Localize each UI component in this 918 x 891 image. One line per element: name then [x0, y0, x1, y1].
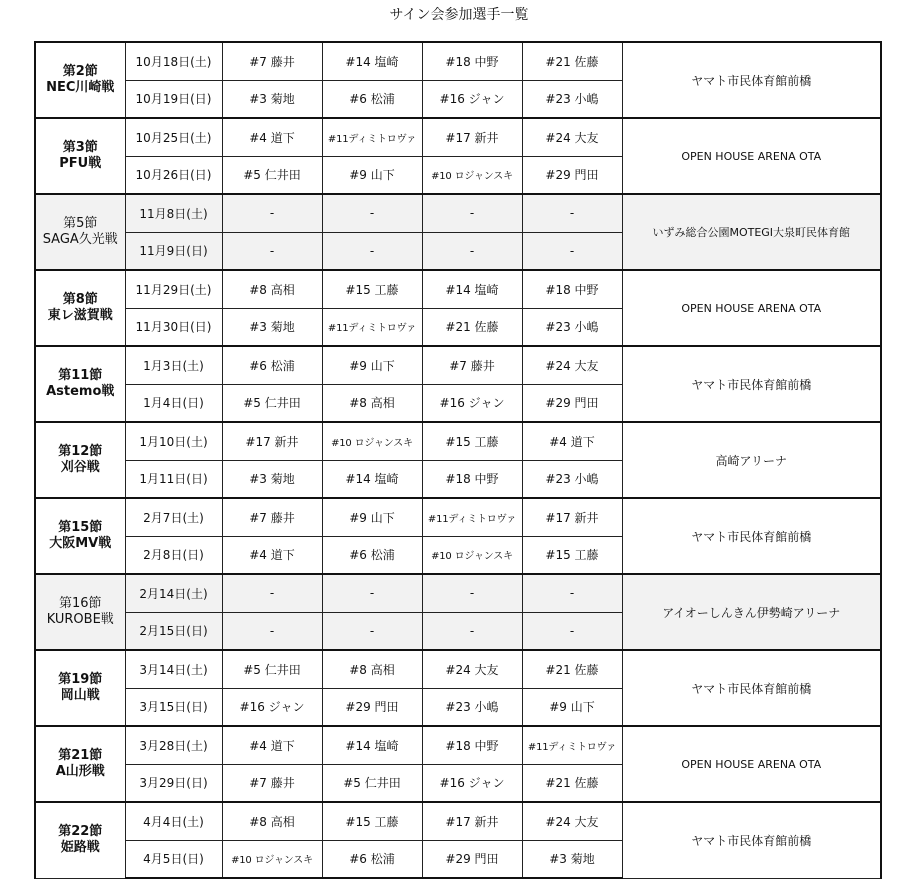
player-cell: #9 山下 — [322, 498, 422, 536]
player-cell: #6 松浦 — [322, 80, 422, 118]
player-cell: #23 小嶋 — [522, 80, 622, 118]
round-block — [35, 650, 881, 726]
date-cell: 10月26日(日) — [125, 156, 222, 194]
player-cell: - — [422, 194, 522, 232]
venue-cell: ヤマト市民体育館前橋 — [622, 42, 881, 118]
player-cell: #11ディミトロヴァ — [322, 118, 422, 156]
player-cell: #6 松浦 — [222, 346, 322, 384]
player-cell: #7 藤井 — [222, 764, 322, 802]
table-row — [35, 194, 881, 232]
player-cell: #17 新井 — [222, 422, 322, 460]
player-cell: #15 工藤 — [422, 422, 522, 460]
opponent-label: Astemo戦 — [46, 384, 115, 399]
player-cell: #18 中野 — [422, 42, 522, 80]
player-cell: #4 道下 — [222, 536, 322, 574]
opponent-label: 東レ滋賀戦 — [47, 308, 113, 323]
opponent-label: 刈谷戦 — [60, 460, 100, 475]
venue-cell: OPEN HOUSE ARENA OTA — [622, 726, 881, 802]
match-cell — [35, 498, 125, 574]
player-cell: - — [322, 574, 422, 612]
table-row — [35, 650, 881, 688]
round-block — [35, 346, 881, 422]
player-cell: - — [522, 194, 622, 232]
date-cell: 11月8日(土) — [125, 194, 222, 232]
player-cell: #11ディミトロヴァ — [322, 308, 422, 346]
player-cell: - — [222, 232, 322, 270]
match-cell — [35, 270, 125, 346]
date-cell: 2月8日(日) — [125, 536, 222, 574]
table-row — [35, 498, 881, 536]
player-cell: #16 ジャン — [422, 764, 522, 802]
player-cell: #5 仁井田 — [322, 764, 422, 802]
round-block — [35, 42, 881, 118]
player-cell: #21 佐藤 — [522, 764, 622, 802]
date-cell: 3月15日(日) — [125, 688, 222, 726]
date-cell: 4月5日(日) — [125, 840, 222, 878]
player-cell: #3 菊地 — [222, 460, 322, 498]
venue-cell: ヤマト市民体育館前橋 — [622, 346, 881, 422]
match-cell — [35, 574, 125, 650]
opponent-label: 大阪MV戦 — [49, 536, 112, 551]
opponent-label: SAGA久光戦 — [42, 232, 118, 247]
round-block — [35, 498, 881, 574]
player-cell: #17 新井 — [422, 118, 522, 156]
player-cell: #29 門田 — [522, 384, 622, 422]
match-cell — [35, 194, 125, 270]
player-cell: - — [222, 574, 322, 612]
date-cell: 3月29日(日) — [125, 764, 222, 802]
opponent-label: NEC川崎戦 — [46, 80, 115, 95]
player-cell: #16 ジャン — [222, 688, 322, 726]
player-cell: #18 中野 — [522, 270, 622, 308]
opponent-label: 姫路戦 — [60, 840, 100, 856]
player-cell: - — [522, 574, 622, 612]
player-cell: #7 藤井 — [422, 346, 522, 384]
player-cell: #3 菊地 — [522, 840, 622, 878]
match-cell — [35, 422, 125, 498]
player-cell: - — [422, 232, 522, 270]
player-cell: #7 藤井 — [222, 498, 322, 536]
player-cell: #3 菊地 — [222, 308, 322, 346]
player-cell: #24 大友 — [422, 650, 522, 688]
player-cell: #9 山下 — [322, 156, 422, 194]
round-label: 第19節 — [58, 672, 103, 687]
player-cell: #10 ロジャンスキ — [322, 422, 422, 460]
round-block — [35, 726, 881, 802]
date-cell: 2月14日(土) — [125, 574, 222, 612]
round-block — [35, 194, 881, 270]
match-cell — [35, 42, 125, 118]
player-cell: #14 塩崎 — [422, 270, 522, 308]
player-cell: #6 松浦 — [322, 536, 422, 574]
date-cell: 2月7日(土) — [125, 498, 222, 536]
round-block — [35, 118, 881, 194]
player-cell: #8 高相 — [322, 650, 422, 688]
round-label: 第12節 — [58, 444, 103, 459]
table-row — [35, 42, 881, 80]
date-cell: 2月15日(日) — [125, 612, 222, 650]
player-cell: #4 道下 — [522, 422, 622, 460]
player-cell: #4 道下 — [222, 118, 322, 156]
round-block — [35, 422, 881, 498]
round-label: 第15節 — [58, 520, 103, 535]
round-label: 第21節 — [58, 748, 103, 763]
date-cell: 4月4日(土) — [125, 802, 222, 840]
player-cell: #24 大友 — [522, 802, 622, 840]
date-cell: 10月25日(土) — [125, 118, 222, 156]
venue-cell: アイオーしんきん伊勢崎アリーナ — [622, 574, 881, 650]
player-cell: #24 大友 — [522, 346, 622, 384]
player-cell: #8 高相 — [322, 384, 422, 422]
player-cell: #9 山下 — [322, 346, 422, 384]
player-cell: - — [222, 612, 322, 650]
date-cell: 1月10日(土) — [125, 422, 222, 460]
player-cell: - — [522, 612, 622, 650]
player-cell: #15 工藤 — [322, 270, 422, 308]
table-row — [35, 802, 881, 840]
round-block — [35, 270, 881, 346]
player-cell: - — [222, 194, 322, 232]
player-cell: #10 ロジャンスキ — [222, 840, 322, 878]
round-label: 第5節 — [63, 216, 98, 231]
round-label: 第8節 — [62, 292, 98, 307]
table-row — [35, 574, 881, 612]
player-cell: #17 新井 — [522, 498, 622, 536]
player-cell: #8 高相 — [222, 270, 322, 308]
player-cell: #11ディミトロヴァ — [522, 726, 622, 764]
player-cell: #18 中野 — [422, 726, 522, 764]
player-cell: #4 道下 — [222, 726, 322, 764]
player-cell: #14 塩崎 — [322, 726, 422, 764]
venue-cell: ヤマト市民体育館前橋 — [622, 650, 881, 726]
table-row — [35, 346, 881, 384]
player-cell: #11ディミトロヴァ — [422, 498, 522, 536]
player-cell: - — [322, 612, 422, 650]
player-cell: #8 高相 — [222, 802, 322, 840]
date-cell: 10月19日(日) — [125, 80, 222, 118]
player-cell: - — [322, 232, 422, 270]
player-cell: #21 佐藤 — [522, 42, 622, 80]
round-label: 第16節 — [58, 596, 102, 611]
match-cell — [35, 118, 125, 194]
player-cell: - — [422, 574, 522, 612]
table-row — [35, 726, 881, 764]
table-row — [35, 422, 881, 460]
player-cell: #15 工藤 — [322, 802, 422, 840]
venue-cell: いずみ総合公園MOTEGI大泉町民体育館 — [622, 194, 881, 270]
date-cell: 1月11日(日) — [125, 460, 222, 498]
match-cell — [35, 650, 125, 726]
opponent-label: 岡山戦 — [60, 688, 100, 703]
player-cell: #18 中野 — [422, 460, 522, 498]
player-cell: #7 藤井 — [222, 42, 322, 80]
sign-session-table — [34, 41, 882, 879]
page-title: サイン会参加選手一覧 — [389, 7, 529, 23]
player-cell: #23 小嶋 — [522, 460, 622, 498]
player-cell: #21 佐藤 — [522, 650, 622, 688]
match-cell — [35, 346, 125, 422]
round-block — [35, 802, 881, 878]
player-cell: #24 大友 — [522, 118, 622, 156]
player-cell: #21 佐藤 — [422, 308, 522, 346]
table-row — [35, 270, 881, 308]
player-cell: #3 菊地 — [222, 80, 322, 118]
player-cell: - — [522, 232, 622, 270]
player-cell: #10 ロジャンスキ — [422, 156, 522, 194]
venue-cell: ヤマト市民体育館前橋 — [622, 498, 881, 574]
player-cell: #17 新井 — [422, 802, 522, 840]
opponent-label: PFU戦 — [59, 156, 102, 171]
venue-cell: OPEN HOUSE ARENA OTA — [622, 118, 881, 194]
round-block — [35, 574, 881, 650]
player-cell: #5 仁井田 — [222, 156, 322, 194]
player-cell: #23 小嶋 — [422, 688, 522, 726]
player-cell: #16 ジャン — [422, 80, 522, 118]
player-cell: #14 塩崎 — [322, 42, 422, 80]
date-cell: 11月9日(日) — [125, 232, 222, 270]
date-cell: 1月3日(土) — [125, 346, 222, 384]
opponent-label: KUROBE戦 — [46, 612, 114, 627]
player-cell: #9 山下 — [522, 688, 622, 726]
player-cell: #29 門田 — [322, 688, 422, 726]
date-cell: 11月30日(日) — [125, 308, 222, 346]
player-cell: #5 仁井田 — [222, 650, 322, 688]
player-cell: #29 門田 — [422, 840, 522, 878]
player-cell: #5 仁井田 — [222, 384, 322, 422]
player-cell: #23 小嶋 — [522, 308, 622, 346]
player-cell: #29 門田 — [522, 156, 622, 194]
table-row — [35, 118, 881, 156]
player-cell: - — [422, 612, 522, 650]
player-cell: - — [322, 194, 422, 232]
player-cell: #15 工藤 — [522, 536, 622, 574]
date-cell: 3月28日(土) — [125, 726, 222, 764]
match-cell — [35, 802, 125, 878]
player-cell: #6 松浦 — [322, 840, 422, 878]
round-label: 第22節 — [58, 824, 103, 840]
round-label: 第11節 — [58, 368, 103, 383]
round-label: 第3節 — [62, 140, 98, 155]
date-cell: 10月18日(土) — [125, 42, 222, 80]
date-cell: 1月4日(日) — [125, 384, 222, 422]
round-label: 第2節 — [62, 64, 98, 79]
venue-cell: ヤマト市民体育館前橋 — [622, 802, 881, 878]
player-cell: #10 ロジャンスキ — [422, 536, 522, 574]
venue-cell: 高崎アリーナ — [622, 422, 881, 498]
player-cell: #14 塩崎 — [322, 460, 422, 498]
venue-cell: OPEN HOUSE ARENA OTA — [622, 270, 881, 346]
match-cell — [35, 726, 125, 802]
date-cell: 3月14日(土) — [125, 650, 222, 688]
date-cell: 11月29日(土) — [125, 270, 222, 308]
player-cell: #16 ジャン — [422, 384, 522, 422]
opponent-label: A山形戦 — [55, 764, 105, 779]
